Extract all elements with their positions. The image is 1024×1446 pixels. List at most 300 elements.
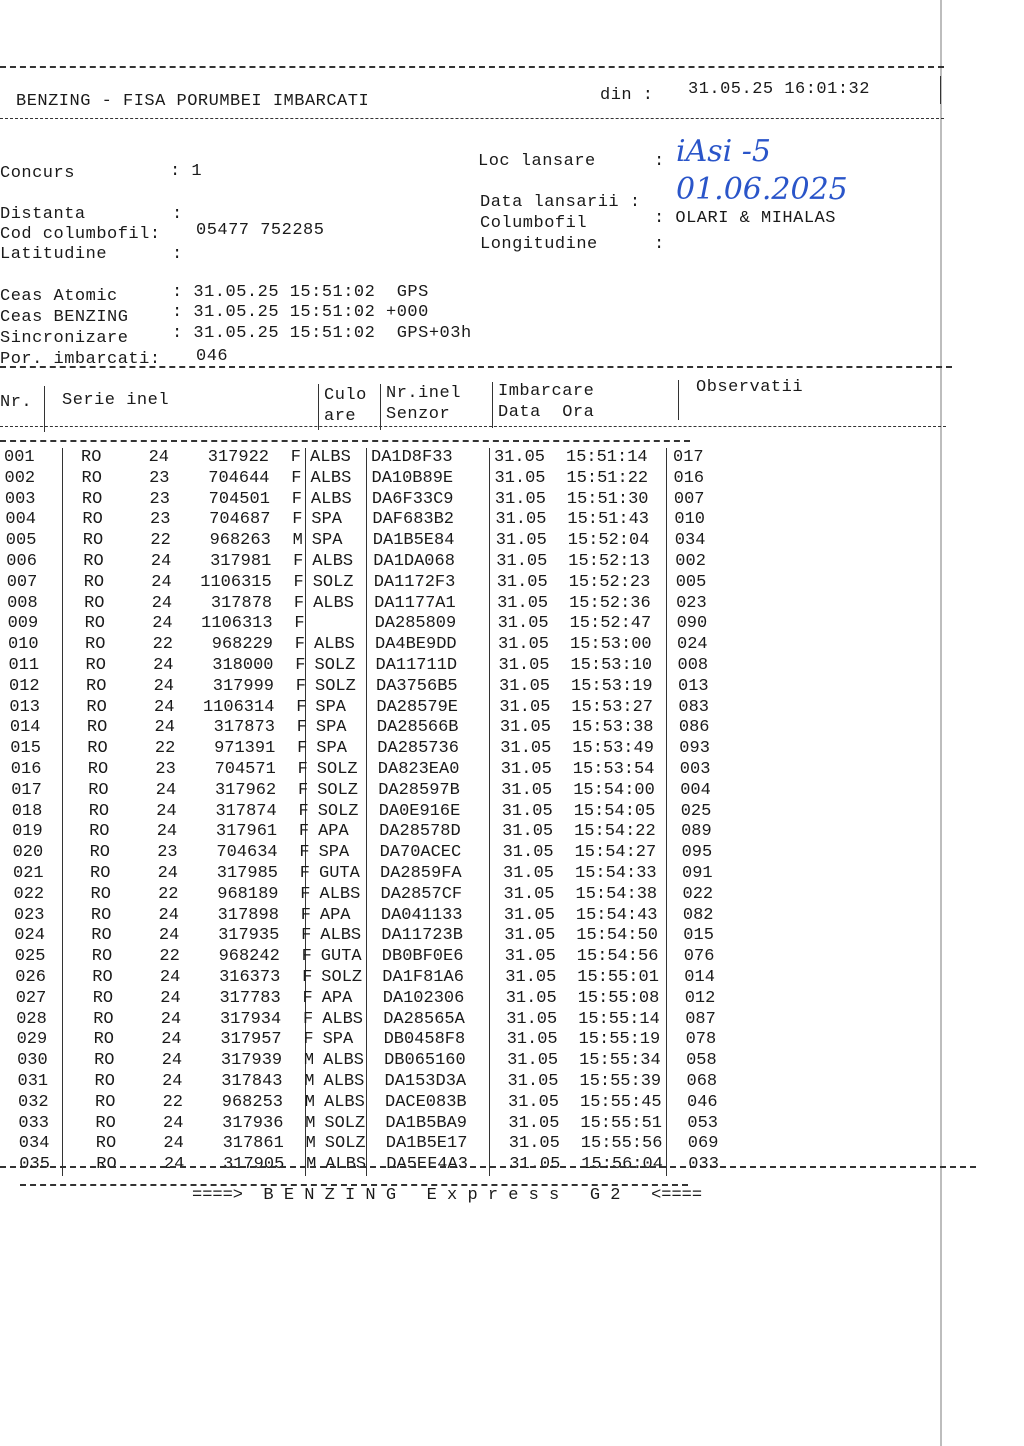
ring-year-cell: 24	[161, 1051, 183, 1071]
arrival-time-cell: 15:53:38	[571, 718, 654, 738]
arrival-date-cell: 31.05	[504, 1093, 581, 1114]
country-code-cell: RO	[69, 739, 140, 760]
observation-cell: 023	[670, 594, 737, 615]
porumbei-imbarcati-value: 046	[196, 347, 229, 366]
sex-cell: F	[302, 967, 313, 987]
sensor-ring-cell: DA2857CF	[376, 885, 499, 906]
country-code-cell: RO	[77, 1093, 148, 1114]
arrival-time-cell: 15:55:01	[577, 967, 659, 987]
sensor-ring-cell: DA1177A1	[370, 594, 493, 615]
arrival-date-cell: 31.05	[493, 614, 569, 635]
color-cell: SPA	[311, 718, 372, 739]
color-cell: SOLZ	[320, 1114, 381, 1135]
row-number-cell: 002	[4, 468, 36, 488]
ring-year-cell: 24	[152, 614, 173, 634]
ring-year-cell: 23	[149, 468, 170, 488]
observation-cell: 008	[671, 656, 738, 677]
sensor-ring-cell: DA153D3A	[380, 1072, 503, 1093]
ring-year-cell: 24	[151, 593, 173, 613]
country-code-cell: RO	[74, 968, 145, 989]
porumbei-imbarcati-label: Por. imbarcati:	[0, 350, 161, 369]
row-number-cell: 016	[10, 759, 42, 779]
table-row	[2, 552, 735, 573]
ring-year-cell: 23	[149, 510, 171, 530]
observation-cell: 013	[672, 677, 739, 698]
rows-bottom-rule	[0, 1166, 976, 1168]
country-code-cell: RO	[72, 885, 143, 906]
ring-year-cell: 23	[155, 759, 176, 779]
sex-cell: M	[304, 1092, 315, 1112]
sensor-ring-cell: DB0BF0E6	[377, 947, 500, 968]
ring-year-cell: 24	[154, 718, 175, 738]
observation-cell: 014	[678, 968, 745, 989]
ring-number-cell: 971391	[214, 739, 276, 759]
ring-number-cell: 317843	[221, 1071, 283, 1091]
row-number-cell: 029	[16, 1030, 48, 1050]
ring-year-cell: 24	[153, 697, 175, 717]
ceas-benzing-label: Ceas BENZING	[0, 308, 129, 327]
color-cell: ALBS	[315, 885, 376, 906]
ring-year-cell: 24	[156, 801, 177, 821]
sensor-ring-cell: DA1D8F33	[367, 448, 490, 469]
color-cell: GUTA	[316, 947, 377, 968]
color-cell: ALBS	[308, 552, 369, 573]
ring-year-cell: 24	[160, 1009, 182, 1029]
country-code-cell: RO	[78, 1155, 149, 1176]
table-row	[9, 843, 742, 864]
ring-year-cell: 24	[159, 967, 181, 987]
loc-lansare-label: Loc lansare	[478, 152, 596, 171]
table-row	[5, 698, 738, 719]
ring-number-cell: 317905	[223, 1155, 285, 1175]
arrival-time-cell: 15:53:10	[570, 655, 653, 675]
country-code-cell: RO	[64, 531, 135, 552]
row-number-cell: 008	[7, 593, 38, 613]
country-code-cell: RO	[72, 906, 142, 927]
color-cell: ALBS	[319, 1051, 380, 1072]
ring-number-cell: 317961	[215, 822, 278, 842]
observation-cell: 010	[668, 510, 735, 531]
sex-cell: F	[300, 905, 311, 925]
observation-cell: 068	[680, 1072, 747, 1093]
arrival-date-cell: 31.05	[500, 947, 577, 968]
arrival-date-cell: 31.05	[505, 1155, 582, 1176]
arrival-time-cell: 15:55:34	[579, 1051, 661, 1071]
observation-cell: 002	[669, 552, 736, 573]
color-cell: SPA	[311, 698, 372, 719]
latitudine-value: :	[172, 245, 183, 264]
country-code-cell: RO	[63, 490, 133, 511]
columbofil-label: Columbofil	[480, 214, 588, 233]
color-cell: ALBS	[306, 469, 367, 490]
sensor-ring-cell: DA041133	[376, 906, 499, 927]
observation-cell: 095	[675, 843, 742, 864]
ring-number-cell: 1106314	[202, 697, 275, 717]
color-cell: SOLZ	[313, 781, 374, 802]
arrival-date-cell: 31.05	[492, 573, 569, 594]
sensor-ring-cell: DA102306	[378, 989, 501, 1010]
arrival-date-cell: 31.05	[502, 1010, 579, 1031]
sensor-ring-cell: DAF683B2	[368, 510, 491, 531]
arrival-time-cell: 15:55:45	[580, 1092, 662, 1112]
table-row	[7, 760, 740, 781]
row-number-cell: 023	[13, 905, 45, 925]
sensor-ring-cell: DA11711D	[371, 656, 494, 677]
color-cell: ALBS	[306, 490, 367, 511]
table-row	[1, 490, 734, 511]
sex-cell: F	[303, 1030, 314, 1050]
col-header-senzor: Senzor	[386, 405, 451, 424]
row-number-cell: 014	[9, 718, 41, 738]
observation-cell: 069	[681, 1134, 748, 1155]
country-code-cell: RO	[77, 1114, 147, 1135]
table-row	[9, 864, 742, 885]
sensor-ring-cell: DA2859FA	[376, 864, 499, 885]
arrival-date-cell: 31.05	[495, 677, 572, 698]
country-code-cell: RO	[66, 594, 137, 615]
color-cell: ALBS	[321, 1155, 382, 1176]
observation-cell: 025	[674, 802, 741, 823]
latitudine-label: Latitudine	[0, 245, 108, 264]
ring-number-cell: 704687	[209, 510, 271, 530]
ring-number-cell: 968263	[209, 531, 271, 551]
country-code-cell: RO	[73, 947, 144, 968]
sensor-ring-cell: DA0E916E	[374, 802, 497, 823]
observation-cell: 087	[679, 1010, 746, 1031]
arrival-time-cell: 15:53:54	[572, 759, 655, 779]
observation-cell: 090	[670, 614, 737, 635]
sex-cell: F	[296, 697, 307, 717]
arrival-time-cell: 15:56:04	[581, 1155, 663, 1175]
country-code-cell: RO	[76, 1051, 147, 1072]
table-row	[14, 1114, 747, 1135]
table-row	[13, 1030, 746, 1051]
table-row	[3, 573, 736, 594]
ring-year-cell: 22	[162, 1092, 183, 1112]
ring-number-cell: 317962	[214, 780, 277, 800]
arrival-date-cell: 31.05	[499, 906, 576, 927]
cod-columbofil-value: 05477 752285	[196, 221, 325, 240]
pigeons-table	[0, 448, 733, 1176]
table-row	[12, 1010, 745, 1031]
arrival-date-cell: 31.05	[494, 656, 571, 677]
footer-banner: ====> B E N Z I N G E x p r e s s G 2 <====	[192, 1186, 703, 1205]
ring-year-cell: 22	[152, 635, 173, 655]
col-header-culoare-2: are	[324, 407, 357, 426]
sensor-ring-cell: DA285809	[370, 614, 493, 635]
observation-cell: 004	[674, 781, 741, 802]
ring-number-cell: 704501	[208, 489, 270, 509]
sex-cell: F	[298, 801, 309, 821]
arrival-date-cell: 31.05	[493, 594, 569, 615]
sex-cell: F	[301, 926, 312, 946]
distanta-label: Distanta	[0, 205, 86, 224]
row-number-cell: 001	[4, 448, 35, 467]
color-cell: SOLZ	[308, 573, 369, 594]
ring-number-cell: 317783	[219, 988, 281, 1008]
arrival-date-cell: 31.05	[503, 1051, 579, 1072]
header-divider-2	[318, 384, 319, 430]
row-number-cell: 007	[6, 572, 38, 592]
color-cell: SOLZ	[310, 656, 371, 677]
sex-cell: M	[306, 1155, 317, 1175]
arrival-date-cell: 31.05	[490, 490, 567, 511]
ring-number-cell: 317981	[210, 551, 272, 571]
country-code-cell: RO	[64, 510, 134, 531]
sensor-ring-cell: DA28566B	[372, 718, 495, 739]
table-row	[7, 781, 740, 802]
arrival-time-cell: 15:54:43	[575, 905, 658, 925]
row-number-cell: 006	[6, 551, 37, 571]
sex-cell: F	[302, 988, 313, 1008]
ring-number-cell: 316373	[219, 967, 281, 987]
ring-year-cell: 24	[160, 988, 181, 1008]
color-cell	[309, 614, 370, 635]
row-number-cell: 003	[4, 489, 36, 509]
sex-cell: F	[298, 822, 310, 842]
ring-year-cell: 24	[153, 655, 174, 675]
ring-year-cell: 22	[158, 884, 179, 904]
sex-cell: F	[293, 593, 305, 613]
ring-number-cell: 1106313	[201, 614, 273, 634]
sex-cell: F	[297, 780, 309, 800]
ring-number-cell: 317873	[213, 718, 275, 738]
arrival-date-cell: 31.05	[494, 635, 571, 656]
arrival-time-cell: 15:52:04	[567, 531, 650, 551]
sex-cell: M	[305, 1134, 316, 1154]
table-row	[4, 635, 737, 656]
ring-number-cell: 317999	[212, 676, 274, 696]
sex-cell: F	[299, 843, 310, 863]
color-cell: ALBS	[306, 448, 367, 469]
arrival-date-cell: 31.05	[504, 1134, 581, 1155]
sensor-ring-cell: DA4BE9DD	[371, 635, 494, 656]
observation-cell: 091	[676, 864, 743, 885]
country-code-cell: RO	[76, 1072, 147, 1093]
arrival-date-cell: 31.05	[498, 843, 574, 864]
table-row	[10, 885, 743, 906]
ring-year-cell: 24	[150, 551, 172, 571]
table-row	[15, 1134, 748, 1155]
country-code-cell: RO	[68, 677, 139, 698]
arrival-date-cell: 31.05	[501, 968, 578, 989]
row-number-cell: 028	[16, 1009, 47, 1029]
observation-cell: 078	[679, 1030, 746, 1051]
arrival-time-cell: 15:55:19	[578, 1030, 661, 1050]
row-number-cell: 018	[11, 801, 43, 821]
ring-number-cell: 317861	[222, 1134, 284, 1154]
observation-cell: 017	[667, 448, 734, 469]
ring-year-cell: 22	[154, 739, 176, 759]
arrival-time-cell: 15:53:27	[571, 697, 654, 717]
header-top-rule	[0, 366, 952, 368]
ring-number-cell: 1106315	[200, 572, 272, 592]
country-code-cell: RO	[73, 926, 144, 947]
ring-number-cell: 704634	[216, 843, 278, 863]
row-number-cell: 031	[17, 1071, 49, 1091]
row-number-cell: 005	[5, 531, 37, 551]
sensor-ring-cell: DA1F81A6	[378, 968, 501, 989]
color-cell: SOLZ	[312, 760, 373, 781]
ring-year-cell: 22	[159, 947, 180, 967]
pigeons-table-body	[0, 448, 733, 1176]
row-number-cell: 024	[14, 926, 45, 946]
din-label: din :	[600, 86, 654, 105]
observation-cell: 053	[681, 1114, 748, 1135]
color-cell: SPA	[318, 1030, 379, 1051]
row-number-cell: 020	[12, 843, 44, 863]
arrival-date-cell: 31.05	[499, 885, 576, 906]
ceas-atomic-value: : 31.05.25 15:51:02 GPS	[172, 283, 429, 302]
ring-number-cell: 317878	[210, 593, 273, 613]
arrival-time-cell: 15:53:19	[571, 676, 653, 696]
table-row	[8, 802, 741, 823]
sex-cell: F	[295, 676, 306, 696]
arrival-time-cell: 15:54:00	[573, 780, 655, 800]
country-code-cell: RO	[75, 1030, 146, 1051]
sex-cell: F	[301, 947, 312, 967]
table-row	[3, 594, 736, 615]
page-edge-line	[940, 0, 942, 1446]
sex-cell: F	[300, 884, 311, 904]
arrival-time-cell: 15:54:27	[574, 843, 657, 863]
arrival-date-cell: 31.05	[500, 926, 577, 947]
longitudine-value: :	[654, 235, 665, 254]
cod-columbofil-label: Cod columbofil:	[0, 225, 161, 244]
color-cell: SPA	[312, 739, 373, 760]
table-row	[14, 1093, 747, 1114]
sex-cell: F	[293, 551, 304, 571]
col-header-nr: Nr.	[0, 393, 33, 412]
country-code-cell: RO	[68, 718, 138, 739]
sensor-ring-cell: DA1B5BA9	[381, 1114, 504, 1135]
row-number-cell: 034	[18, 1134, 50, 1154]
color-cell: ALBS	[310, 635, 371, 656]
sex-cell: F	[293, 572, 304, 592]
sensor-ring-cell: DA11723B	[377, 926, 500, 947]
row-number-cell: 033	[18, 1113, 50, 1133]
country-code-cell: RO	[75, 1010, 146, 1031]
loc-lansare-value: :	[654, 152, 665, 171]
ring-number-cell: 968253	[221, 1092, 283, 1112]
sex-cell: M	[304, 1071, 315, 1091]
concurs-label: Concurs	[0, 164, 75, 183]
sensor-ring-cell: DA285736	[373, 739, 496, 760]
document-title: BENZING - FISA PORUMBEI IMBARCATI	[16, 92, 370, 111]
row-number-cell: 013	[9, 697, 41, 717]
row-number-cell: 027	[15, 988, 47, 1008]
country-code-cell: RO	[67, 635, 138, 656]
ring-number-cell: 968242	[218, 947, 280, 967]
country-code-cell: RO	[72, 864, 143, 885]
ring-number-cell: 317898	[217, 905, 279, 925]
arrival-date-cell: 31.05	[490, 469, 567, 490]
row-number-cell: 019	[12, 822, 43, 842]
ring-number-cell: 317874	[215, 801, 277, 821]
sex-cell: F	[295, 655, 306, 675]
sensor-ring-cell: DA1B5E17	[381, 1134, 504, 1155]
ring-number-cell: 317934	[219, 1009, 282, 1029]
arrival-date-cell: 31.05	[492, 552, 569, 573]
table-row	[13, 1051, 746, 1072]
table-row	[1, 469, 734, 490]
ring-year-cell: 24	[153, 676, 174, 696]
din-value: 31.05.25 16:01:32	[688, 80, 870, 99]
ring-number-cell: 317935	[218, 926, 280, 946]
sex-cell: F	[291, 489, 302, 509]
ring-year-cell: 24	[148, 448, 169, 467]
row-number-cell: 021	[13, 863, 44, 883]
sensor-ring-cell: DA28597B	[374, 781, 497, 802]
table-row	[1, 510, 734, 531]
color-cell: ALBS	[309, 594, 370, 615]
arrival-time-cell: 15:52:47	[569, 614, 652, 634]
title-box-right-border	[940, 76, 941, 104]
country-code-cell: RO	[69, 760, 140, 781]
ring-year-cell: 24	[158, 926, 180, 946]
color-cell: APA	[315, 906, 376, 927]
color-cell: SOLZ	[313, 802, 374, 823]
sex-cell: F	[297, 759, 308, 779]
row-number-cell: 011	[8, 655, 40, 675]
table-row	[6, 718, 739, 739]
arrival-time-cell: 15:52:36	[569, 593, 651, 613]
arrival-date-cell: 31.05	[496, 760, 573, 781]
arrival-time-cell: 15:51:22	[566, 468, 649, 488]
country-code-cell: RO	[77, 1134, 148, 1155]
arrival-date-cell: 31.05	[495, 718, 572, 739]
data-lansarii-handwritten: 01.06.2025	[676, 172, 848, 207]
ring-number-cell: 318000	[212, 655, 274, 675]
table-row	[8, 822, 741, 843]
color-cell: APA	[314, 822, 375, 843]
color-cell: ALBS	[320, 1093, 381, 1114]
observation-cell: 024	[671, 635, 738, 656]
arrival-time-cell: 15:55:08	[577, 988, 660, 1008]
observation-cell: 015	[677, 926, 744, 947]
arrival-date-cell: 31.05	[495, 698, 572, 719]
ring-number-cell: 968229	[211, 635, 273, 655]
row-number-cell: 004	[5, 510, 37, 530]
sensor-ring-cell: DA28578D	[375, 822, 498, 843]
arrival-date-cell: 31.05	[496, 739, 573, 760]
arrival-date-cell: 31.05	[491, 510, 568, 531]
header-bottom-rule	[0, 426, 946, 427]
arrival-time-cell: 15:54:22	[574, 822, 656, 842]
arrival-date-cell: 31.05	[490, 448, 567, 469]
color-cell: ALBS	[318, 1010, 379, 1031]
row-number-cell: 022	[13, 884, 45, 904]
ring-year-cell: 24	[163, 1155, 185, 1175]
country-code-cell: RO	[74, 989, 145, 1010]
arrival-time-cell: 15:51:30	[566, 489, 649, 509]
sex-cell: F	[294, 614, 305, 634]
sex-cell: F	[299, 863, 310, 883]
sex-cell: F	[292, 510, 303, 530]
arrival-time-cell: 15:51:14	[566, 448, 648, 467]
sensor-ring-cell: DA28579E	[372, 698, 495, 719]
col-header-observatii: Observatii	[696, 378, 804, 397]
header-divider-5	[678, 380, 679, 420]
country-code-cell: RO	[71, 822, 142, 843]
arrival-time-cell: 15:54:56	[576, 947, 659, 967]
sincronizare-label: Sincronizare	[0, 329, 129, 348]
ring-year-cell: 24	[161, 1030, 182, 1050]
ring-year-cell: 24	[163, 1134, 184, 1154]
observation-cell: 022	[676, 885, 743, 906]
sensor-ring-cell: DA6F33C9	[367, 490, 490, 511]
title-bottom-rule	[0, 118, 944, 119]
